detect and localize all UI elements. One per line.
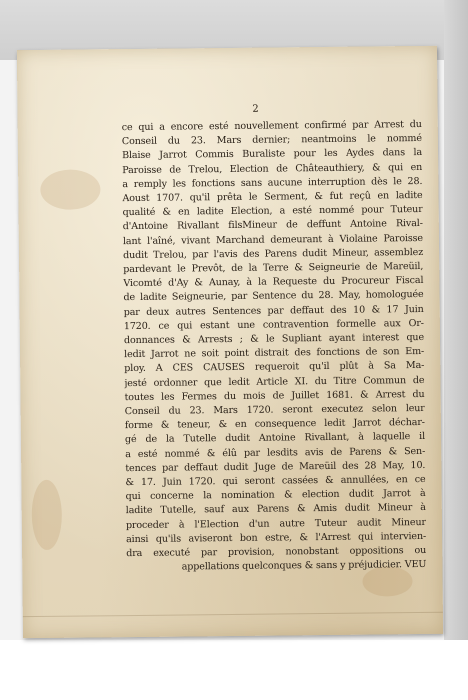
text-line: Aoust 1707. qu'il prêta le Serment, & fut reçû en ladite (122, 189, 423, 205)
text-line: lant l'aîné, vivant Marchand demeurant à Violaine Paroisse (122, 232, 423, 247)
text-line: ledit Jarrot ne soit point distrait des fonctions de son Em- (124, 346, 425, 361)
text-line: proceder à l'Election d'un autre Tuteur audit Mineur (125, 516, 426, 531)
document-page (17, 46, 443, 638)
text-line: a remply les fonctions sans aucune interruption dès le 28. (122, 175, 423, 190)
text-line: ce qui a encore esté nouvellement confirmé par Arrest du (121, 118, 422, 134)
text-line: Conseil du 23. Mars 1720. seront executez selon leur (124, 403, 425, 418)
text-line: ploy. A CES CAUSES requeroit qu'il plût à Sa Ma- (124, 360, 425, 375)
text-line: ladite Tutelle, sauf aux Parens & Amis dudit Mineur à (125, 502, 426, 517)
text-line: Vicomté d'Ay & Aunay, à la Requeste du Procureur Fiscal (123, 275, 424, 290)
text-line: appellations quelconques & sans y préjudicier. VEU (181, 559, 427, 573)
text-line: de ladite Seigneurie, par Sentence du 28. May, homologuée (123, 289, 424, 304)
text-line: donnances & Arrests ; & le Supliant ayant interest que (123, 332, 425, 347)
text-line: a esté nommé & élû par lesdits avis de Parens & Sen- (125, 445, 426, 460)
text-line: pardevant le Prevôt, de la Terre & Seigneurie de Mareüil, (123, 261, 424, 276)
text-line: toutes les Fermes du mois de Juillet 1681. & Arrest du (124, 388, 425, 403)
text-line: & 17. Juin 1720. qui seront cassées & annullées, en ce (125, 474, 426, 489)
text-line: qui concerne la nomination & election dudit Jarrot à (125, 488, 426, 503)
text-line: forme & teneur, & en consequence ledit Jarrot déchar- (124, 417, 425, 432)
text-line: dudit Trelou, par l'avis des Parens dudit Mineur, assemblez (123, 246, 424, 261)
paper-stain (31, 480, 62, 550)
page-number: 2 (252, 103, 259, 115)
text-line: jesté ordonner que ledit Article XI. du Titre Commun de (124, 374, 425, 389)
text-line: Paroisse de Trelou, Election de Châteauthiery, & qui en (122, 161, 423, 176)
text-line: d'Antoine Rivallant filsMineur de deffunt Antoine Rival- (122, 218, 423, 233)
text-line: tences par deffaut dudit Juge de Mareüil des 28 May, 10. (125, 459, 426, 474)
scan-background-bottom (0, 640, 468, 700)
text-line: ainsi qu'ils aviseront bon estre, & l'Arrest qui intervien- (126, 530, 427, 545)
text-line: par deux autres Sentences par deffaut des 10 & 17 Juin (123, 303, 424, 318)
scan-background-right (444, 0, 468, 640)
text-line: dra executé par provision, nonobstant oppositions ou (126, 545, 427, 560)
text-line: 1720. ce qui estant une contravention formelle aux Or- (123, 317, 424, 332)
text-line: qualité & en ladite Election, a esté nommé pour Tuteur (122, 204, 423, 219)
body-text (122, 118, 427, 576)
text-line: Blaise Jarrot Commis Buraliste pour les Aydes dans la (121, 147, 423, 162)
text-line: Conseil du 23. Mars dernier; neantmoins le nommé (121, 133, 422, 148)
text-line: gé de la Tutelle dudit Antoine Rivallant, à laquelle il (124, 431, 426, 446)
